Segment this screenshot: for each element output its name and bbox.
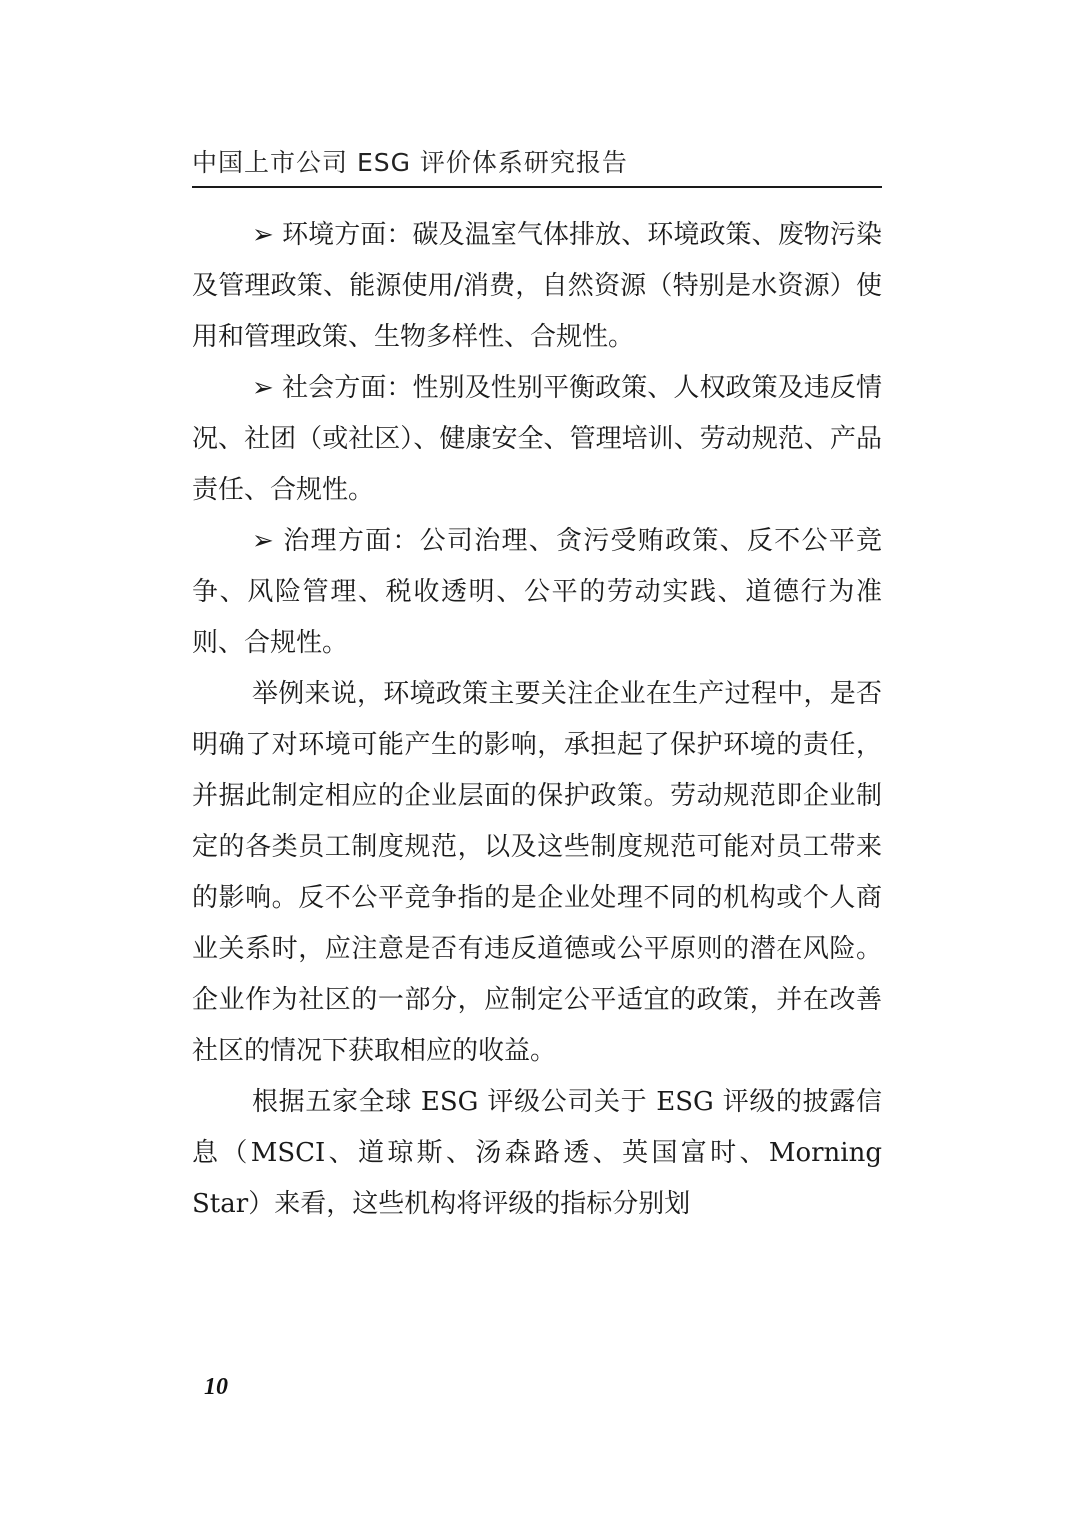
- running-header-title: 中国上市公司 ESG 评价体系研究报告: [192, 148, 628, 177]
- bullet-social: [192, 363, 882, 516]
- body-text: [192, 210, 882, 1230]
- bullet-environment: [192, 210, 882, 363]
- bullet-text: 社会方面：性别及性别平衡政策、人权政策及违反情况、社团（或社区）、健康安全、管理培训、劳动规范、产品责任、合规性。: [192, 373, 882, 505]
- bullet-arrow-icon: ➢: [252, 220, 274, 250]
- bullet-text: 治理方面：公司治理、贪污受贿政策、反不公平竞争、风险管理、税收透明、公平的劳动实践、道德行为准则、合规性。: [192, 526, 882, 658]
- bullet-text: 环境方面：碳及温室气体排放、环境政策、废物污染及管理政策、能源使用/消费，自然资源（特别是水资源）使用和管理政策、生物多样性、合规性。: [192, 220, 882, 352]
- paragraph-rating-agencies: 根据五家全球 ESG 评级公司关于 ESG 评级的披露信息（MSCI、道琼斯、汤森路透、英国富时、Morning Star）来看，这些机构将评级的指标分别划: [192, 1087, 882, 1219]
- header-divider: [192, 186, 882, 188]
- bullet-governance: [192, 516, 882, 669]
- page-number: 10: [204, 1374, 228, 1400]
- bullet-arrow-icon: ➢: [252, 373, 274, 403]
- paragraph-examples: 举例来说，环境政策主要关注企业在生产过程中，是否明确了对环境可能产生的影响，承担起了保护环境的责任，并据此制定相应的企业层面的保护政策。劳动规范即企业制定的各类员工制度规范，以及这些制度规范可能对员工带来的影响。反不公平竞争指的是企业处理不同的机构或个人商业关系时，应注意是否有违反道德或公平原则的潜在风险。企业作为社区的一部分，应制定公平适宜的政策，并在改善社区的情况下获取相应的收益。: [192, 679, 882, 1066]
- bullet-arrow-icon: ➢: [252, 526, 274, 556]
